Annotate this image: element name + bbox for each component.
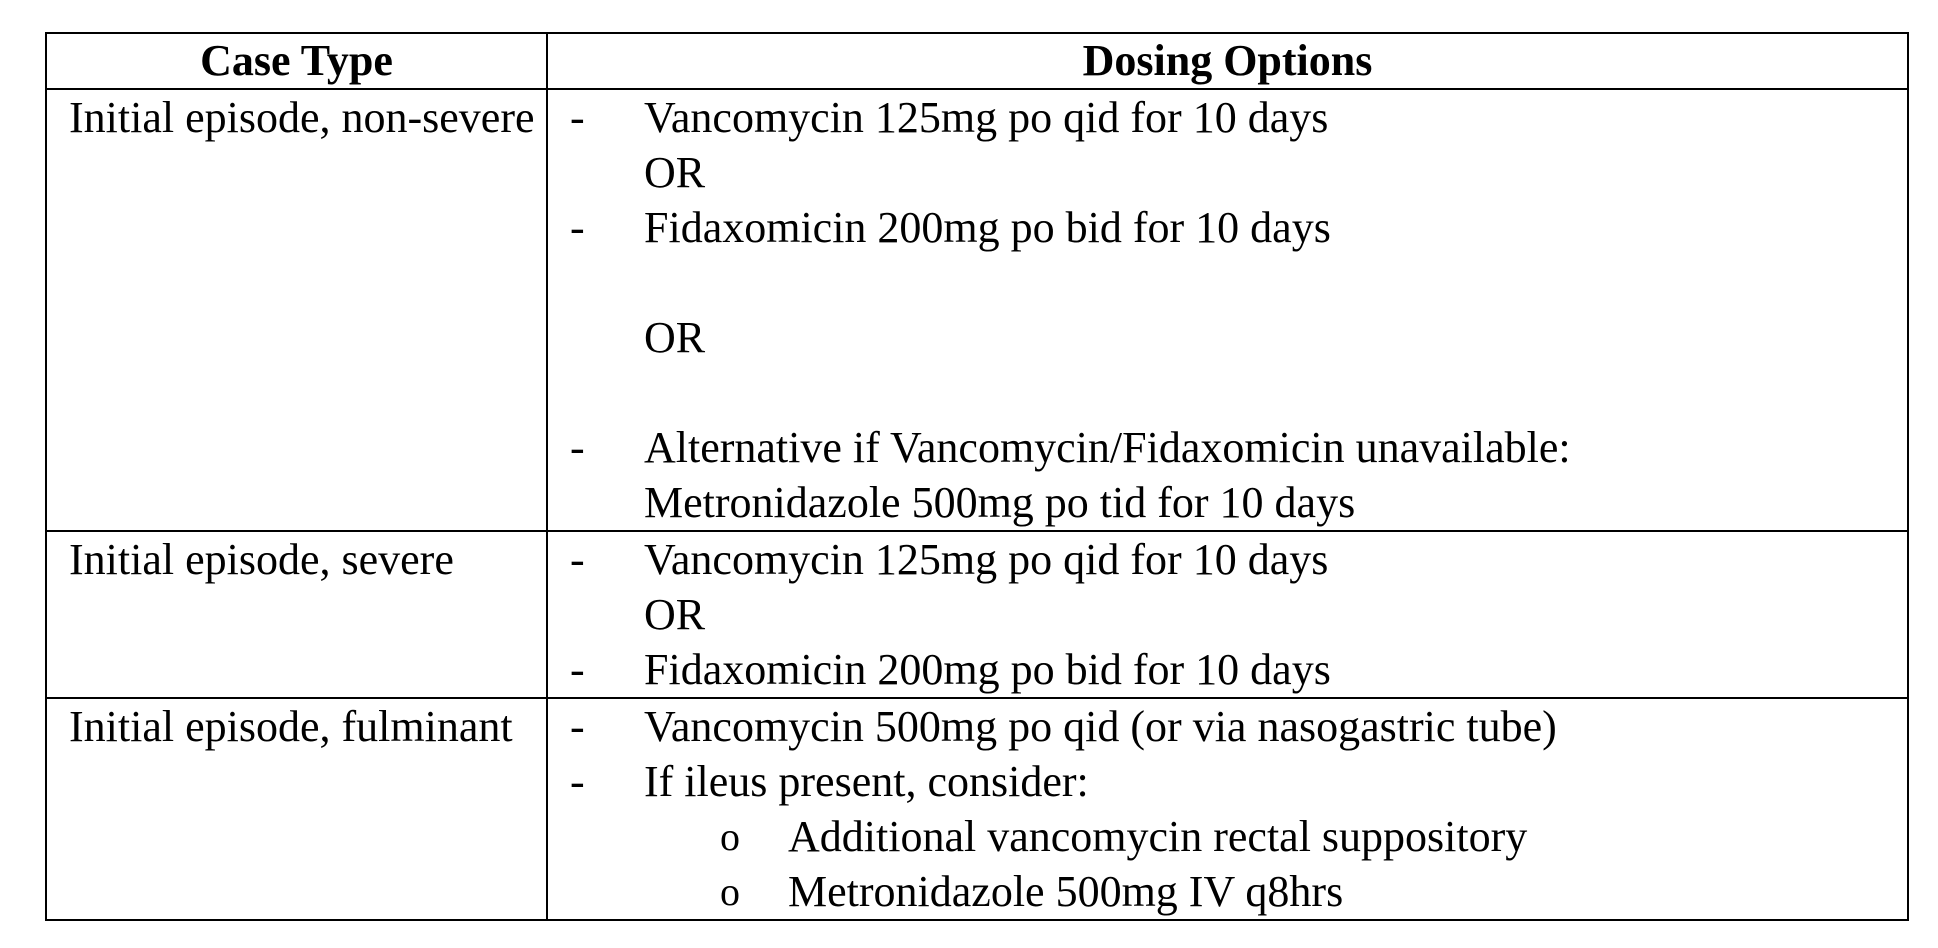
case-type-cell: Initial episode, non-severe: [46, 89, 547, 531]
case-type-cell: Initial episode, fulminant: [46, 698, 547, 920]
header-row: [46, 33, 1908, 89]
dosing-line: [548, 310, 1907, 365]
dosing-text: Metronidazole 500mg po tid for 10 days: [644, 478, 1356, 527]
dash-marker: -: [570, 645, 585, 694]
header-case-type: Case Type: [46, 33, 547, 89]
dosing-text: Vancomycin 125mg po qid for 10 days: [644, 535, 1329, 584]
table-row-severe: [46, 531, 1908, 698]
dosing-text: Alternative if Vancomycin/Fidaxomicin unavailable:: [644, 423, 1571, 472]
dosing-line: [548, 145, 1907, 200]
dosing-text: Fidaxomicin 200mg po bid for 10 days: [644, 645, 1331, 694]
dash-marker: -: [570, 757, 585, 806]
table-row-non-severe: [46, 89, 1908, 531]
sub-bullet-line: [548, 864, 1907, 919]
dosing-line: [548, 699, 1907, 754]
circle-bullet-icon: o: [720, 814, 740, 859]
dash-marker: -: [570, 203, 585, 252]
table-row-fulminant: [46, 698, 1908, 920]
sub-bullet-text: Metronidazole 500mg IV q8hrs: [788, 867, 1344, 916]
dash-marker: -: [570, 702, 585, 751]
dosing-options-cell: [547, 531, 1908, 698]
header-dosing-options: Dosing Options: [547, 33, 1908, 89]
dosing-text: Fidaxomicin 200mg po bid for 10 days: [644, 203, 1331, 252]
dosing-text: If ileus present, consider:: [644, 757, 1089, 806]
dash-marker: -: [570, 93, 585, 142]
dash-marker: -: [570, 535, 585, 584]
dosing-line: [548, 587, 1907, 642]
sub-bullet-line: [548, 809, 1907, 864]
or-connector: OR: [644, 148, 706, 197]
dosing-text: Vancomycin 500mg po qid (or via nasogastric tube): [644, 702, 1557, 751]
dash-marker: -: [570, 423, 585, 472]
case-type-cell: Initial episode, severe: [46, 531, 547, 698]
dosing-text: Vancomycin 125mg po qid for 10 days: [644, 93, 1329, 142]
dosing-options-cell: [547, 89, 1908, 531]
dosing-line: [548, 532, 1907, 587]
or-connector: OR: [644, 313, 706, 362]
dosing-table: [45, 32, 1909, 921]
dosing-line: [548, 90, 1907, 145]
or-connector: OR: [644, 590, 706, 639]
dosing-line: [548, 200, 1907, 255]
dosing-line: [548, 420, 1907, 475]
dosing-line: [548, 475, 1907, 530]
blank-line: [548, 365, 1907, 420]
dosing-line: [548, 754, 1907, 809]
dosing-options-cell: [547, 698, 1908, 920]
dosing-line: [548, 642, 1907, 697]
sub-bullet-text: Additional vancomycin rectal suppository: [788, 812, 1528, 861]
circle-bullet-icon: o: [720, 869, 740, 914]
blank-line: [548, 255, 1907, 310]
